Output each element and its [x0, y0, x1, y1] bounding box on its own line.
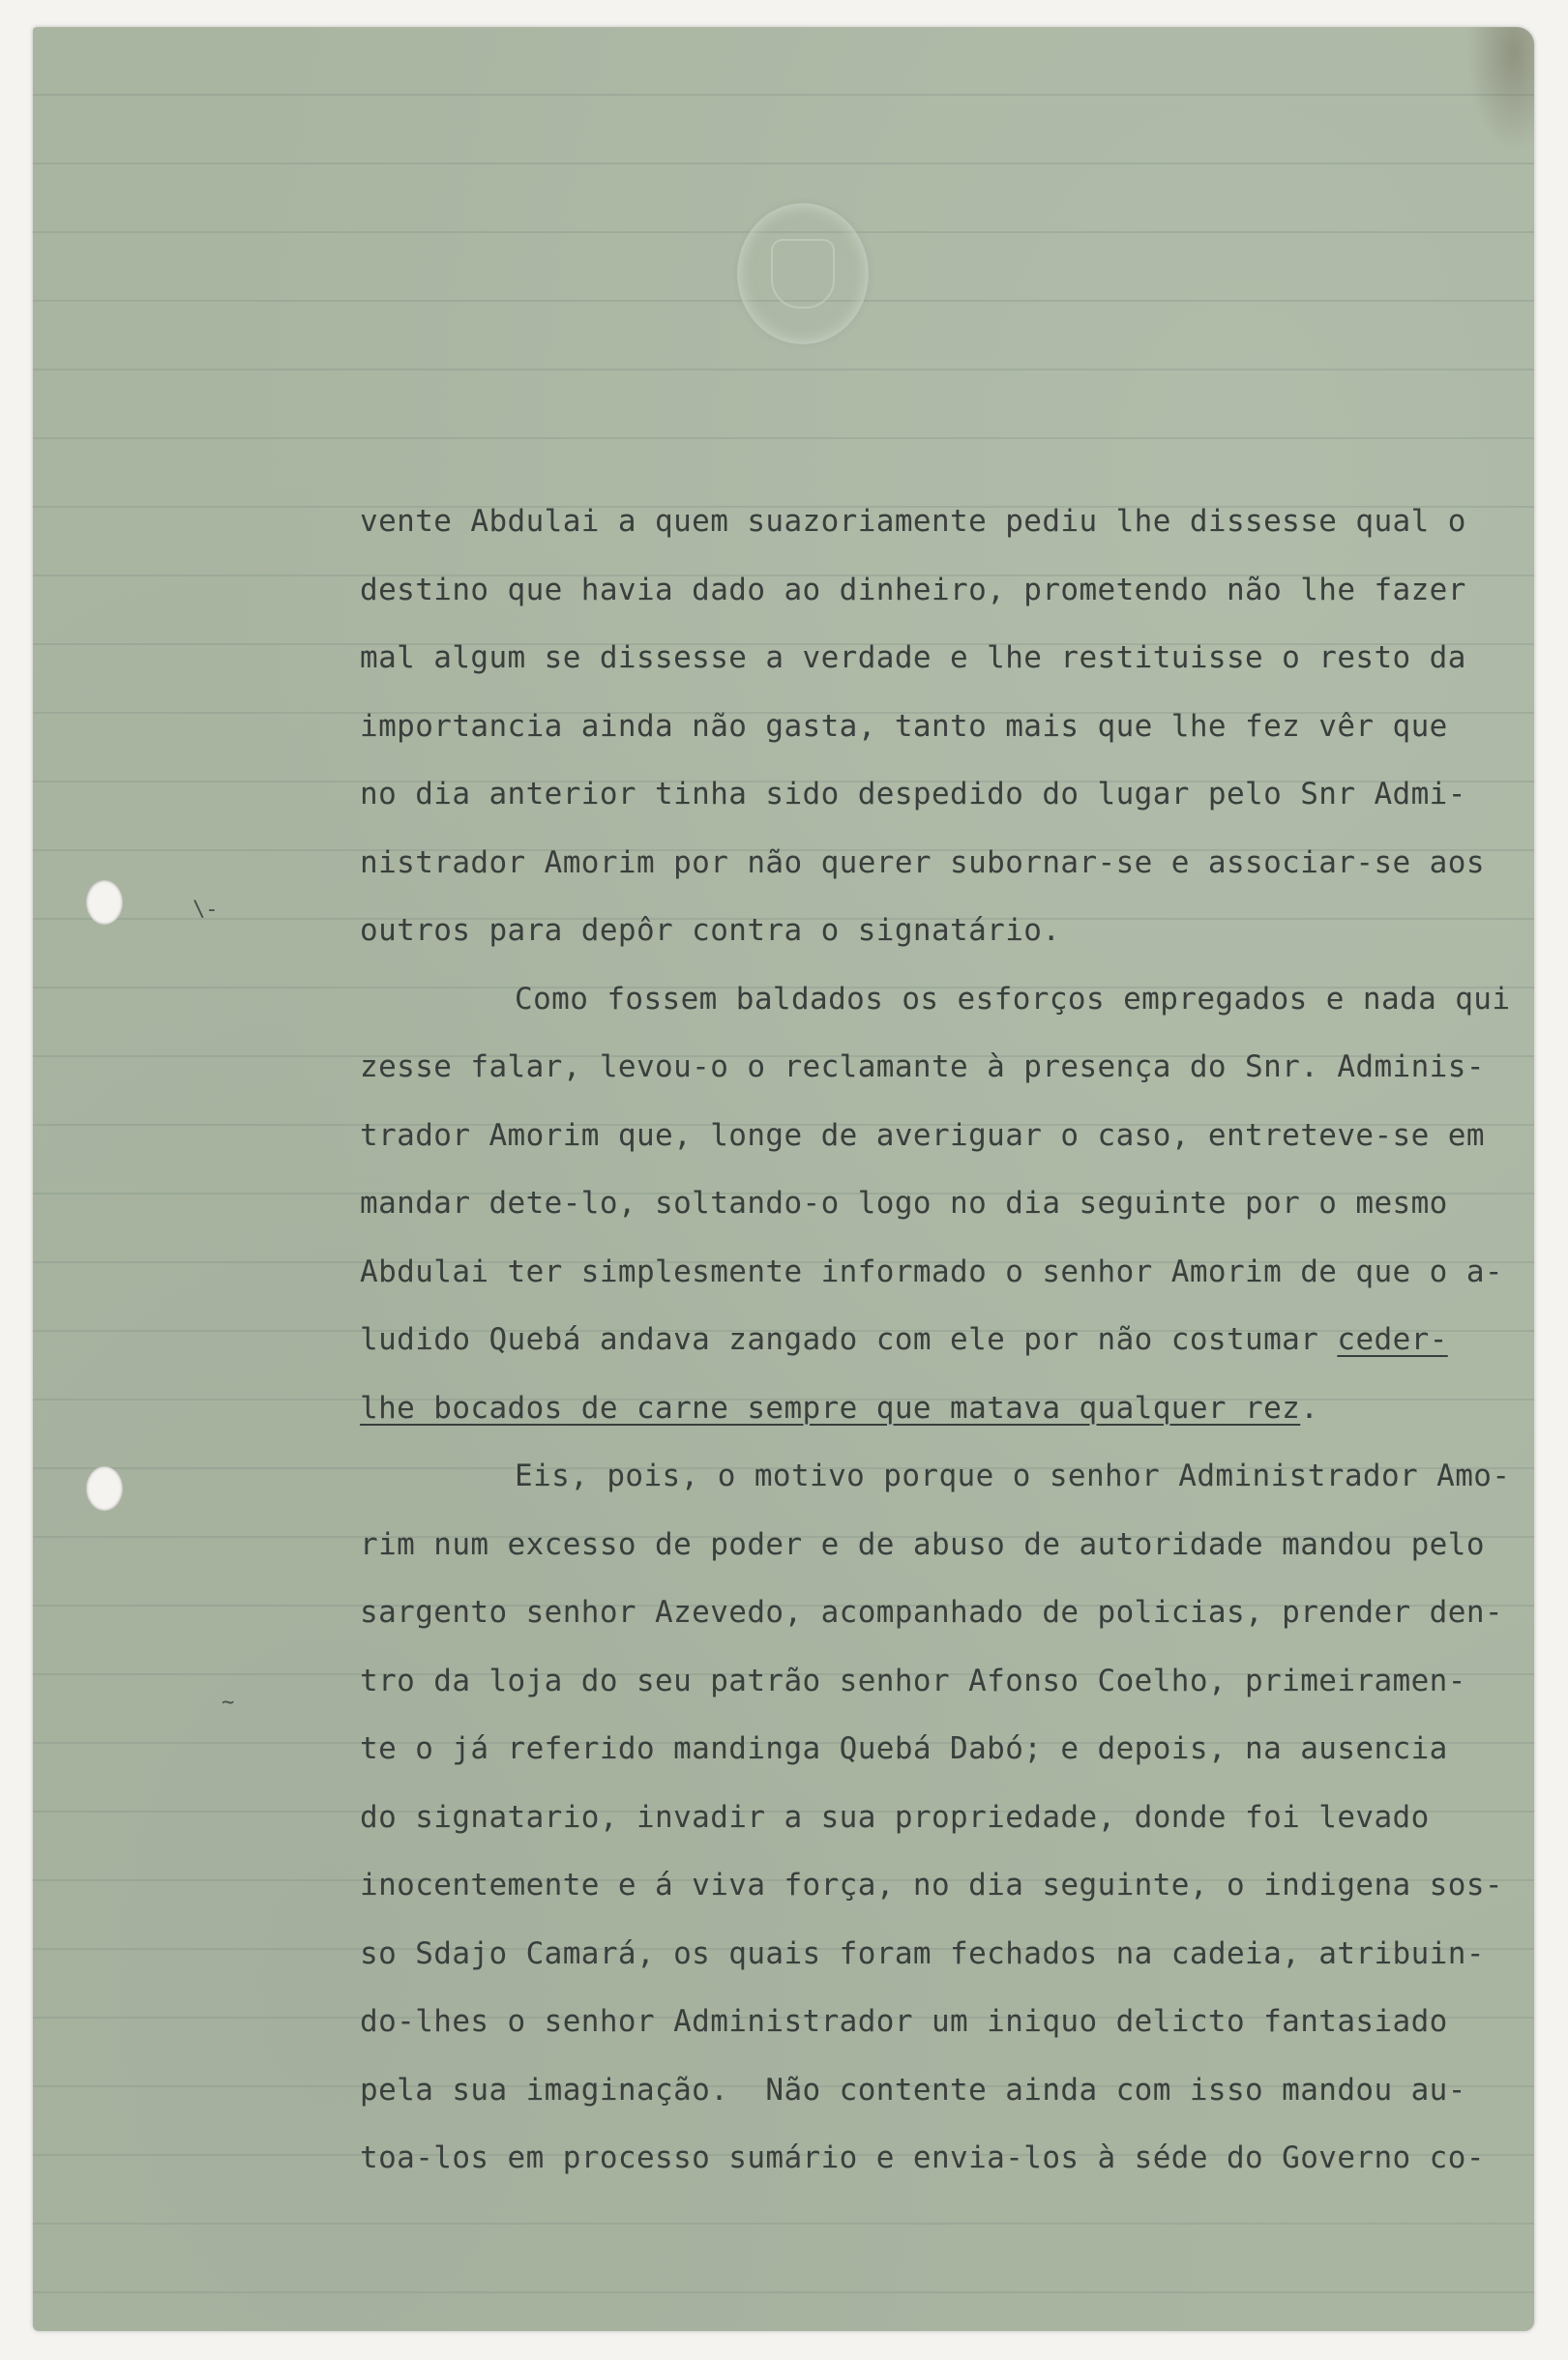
text-line: tro da loja do seu patrão senhor Afonso Coelho, primeiramen- — [360, 1663, 1466, 1698]
punch-hole-top — [86, 880, 123, 925]
underlined-text: ceder- — [1337, 1322, 1448, 1357]
text-line — [360, 1374, 1540, 1443]
embossed-seal — [737, 203, 869, 344]
text-line: Abdulai ter simplesmente informado o senhor Amorim de que o a- — [360, 1254, 1503, 1289]
text-line: no dia anterior tinha sido despedido do lugar pelo Snr Admi- — [360, 777, 1466, 811]
punch-hole-bottom — [86, 1466, 123, 1511]
text-line: mandar dete-lo, soltando-o logo no dia seguinte por o mesmo — [360, 1186, 1448, 1221]
margin-tick-mark: ~ — [222, 1691, 235, 1715]
text-line: destino que havia dado ao dinheiro, prometendo não lhe fazer — [360, 572, 1466, 607]
text-segment: . — [1300, 1390, 1319, 1426]
underlined-text: lhe bocados de carne sempre que matava qualquer rez — [360, 1390, 1301, 1426]
text-line: importancia ainda não gasta, tanto mais que lhe fez vêr que — [360, 708, 1448, 744]
text-line: trador Amorim que, longe de averiguar o caso, entreteve-se em — [360, 1117, 1485, 1153]
text-line — [360, 1306, 1540, 1374]
text-line: do-lhes o senhor Administrador um iniquo delicto fantasiado — [360, 2004, 1448, 2039]
margin-tick-mark: \- — [192, 898, 219, 922]
typed-text-block — [360, 487, 1540, 2193]
text-line: sargento senhor Azevedo, acompanhado de policias, prender den- — [360, 1595, 1503, 1630]
text-line: do signatario, invadir a sua propriedade, donde foi levado — [360, 1799, 1430, 1835]
stain-mark — [1466, 27, 1534, 153]
text-line: pela sua imaginação. Não contente ainda com isso mandou au- — [360, 2072, 1466, 2108]
text-line: te o já referido mandinga Quebá Dabó; e depois, na ausencia — [360, 1731, 1448, 1766]
text-line: rim num excesso de poder e de abuso de autoridade mandou pelo — [360, 1526, 1485, 1562]
text-line: outros para depôr contra o signatário. — [360, 913, 1061, 948]
text-segment: ludido Quebá andava zangado com ele por não costumar — [360, 1322, 1338, 1357]
text-line: nistrador Amorim por não querer subornar-se e associar-se aos — [360, 844, 1485, 880]
text-line: mal algum se dissesse a verdade e lhe restituisse o resto da — [360, 640, 1466, 675]
paragraph-start-line: Como fossem baldados os esforços empregados e nada qui — [515, 981, 1511, 1017]
text-line: vente Abdulai a quem suazoriamente pediu lhe dissesse qual o — [360, 504, 1466, 539]
text-line: toa-los em processo sumário e envia-los à séde do Governo co- — [360, 2140, 1485, 2175]
text-line: inocentemente e á viva força, no dia seguinte, o indigena sos- — [360, 1868, 1503, 1903]
text-line: zesse falar, levou-o o reclamante à presença do Snr. Adminis- — [360, 1049, 1485, 1084]
paragraph-start-line: Eis, pois, o motivo porque o senhor Administrador Amo- — [515, 1459, 1511, 1493]
text-line: so Sdajo Camará, os quais foram fechados na cadeia, atribuin- — [360, 1935, 1485, 1971]
